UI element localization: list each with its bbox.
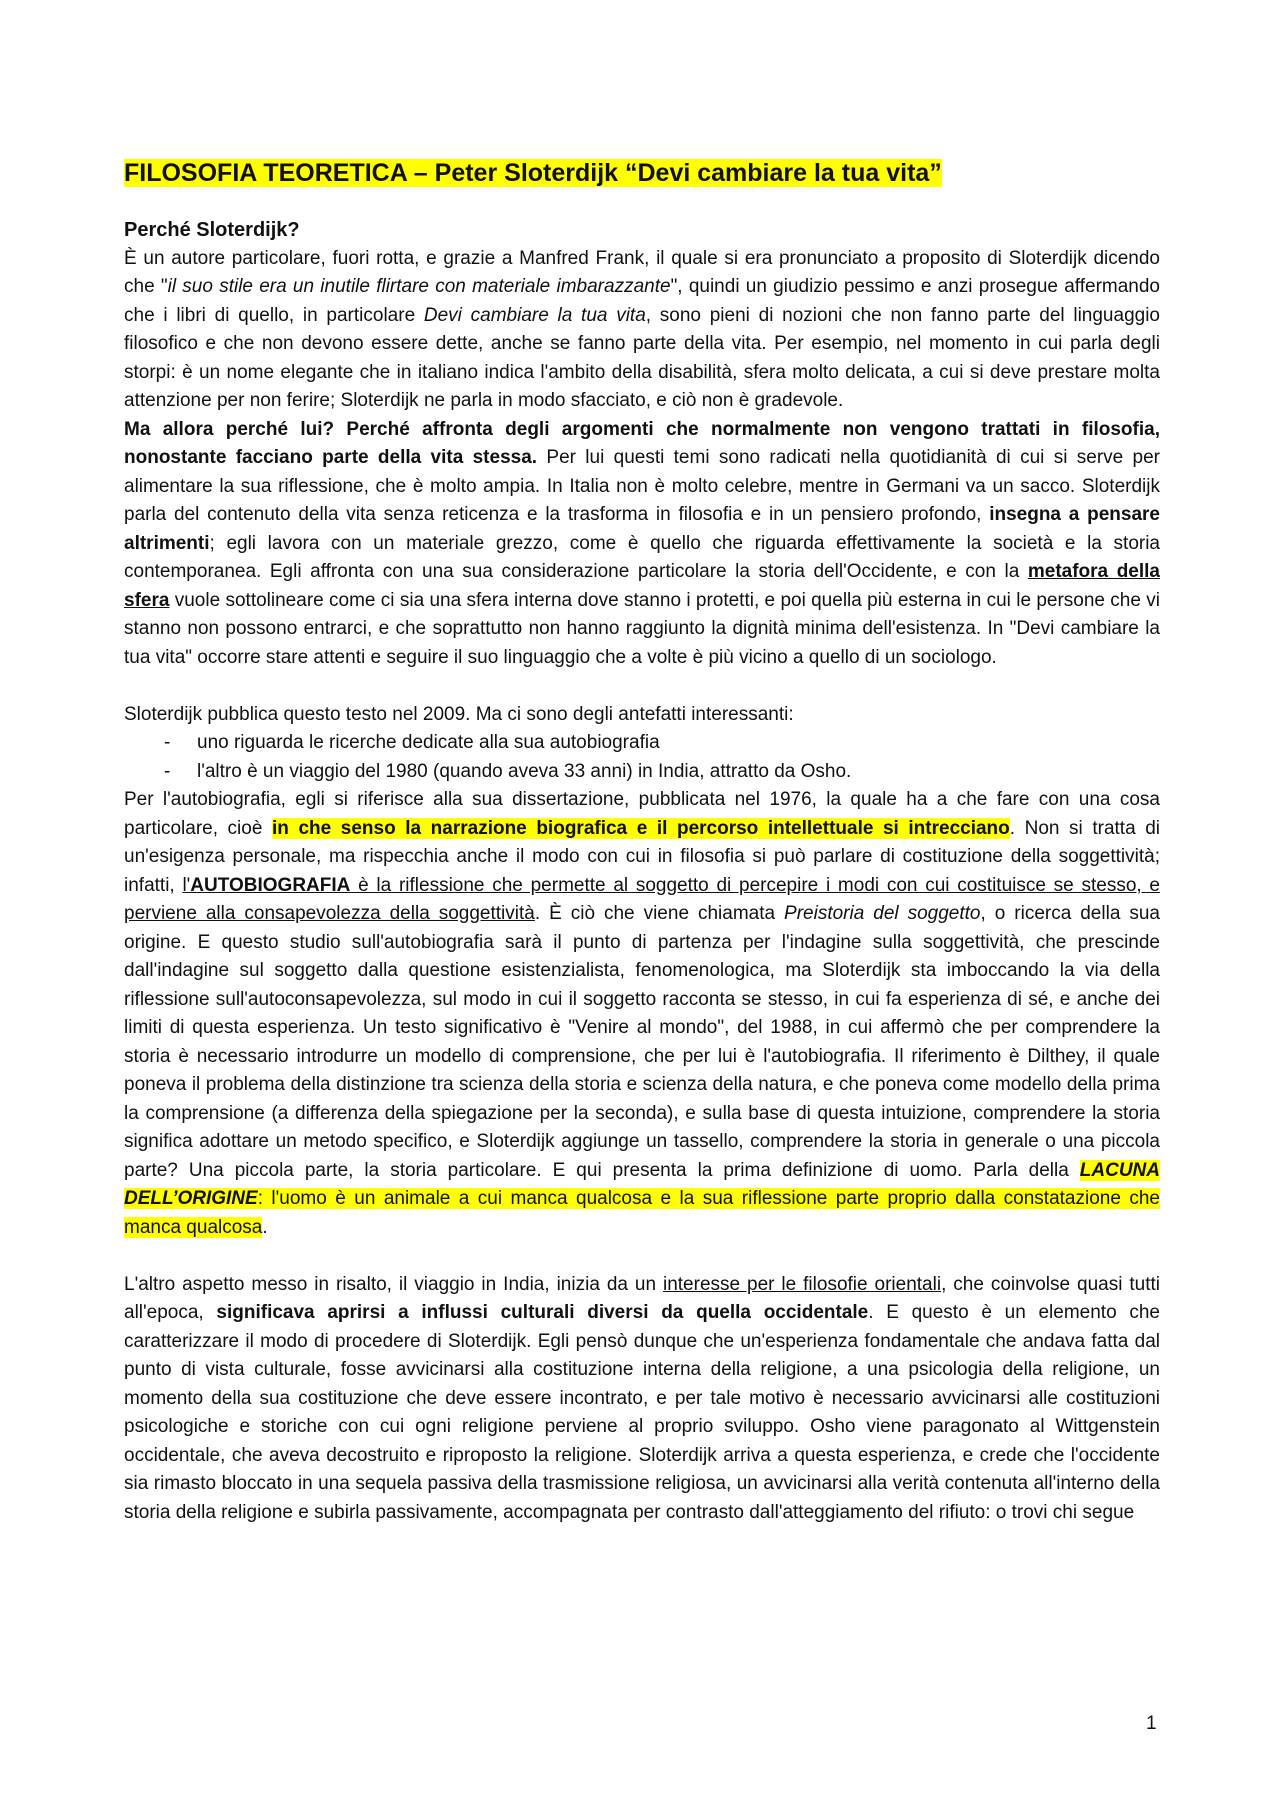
- text-run: , che coinvolse quasi tutti all'epoca,: [124, 1273, 1160, 1323]
- text-run: . Non si tratta di un'esigenza personale, ma rispecchia anche il modo con cui in filosofia si può parlare di costituzione della soggettività; infatti,: [124, 817, 1160, 896]
- text-run: , o ricerca della sua origine. E questo studio sull'autobiografia sarà il punto di partenza per l'indagine sulla soggettività, che prescinde dall'indagine sul soggetto dalla questione esistenzialista, fenomenologica, ma Sloterdijk sta imboccando la via della riflessione sull'autoconsapevolezza, sul modo in cui il soggetto racconta se stesso, in cui fa esperienza di sé, e anche dei limiti di questa esperienza. Un testo significativo è "Venire al mondo", del 1988, in cui affermò che per comprendere la storia è necessario introdurre un modello di comprensione, che per lui è l'autobiografia. Il riferimento è Dilthey, il quale poneva il problema della distinzione tra scienza della storia e scienza della natura, e che poneva come modello della prima la comprensione (a differenza della spiegazione per la seconda), e sulla base di questa intuizione, comprendere la storia significa adottare un metodo specifico, e Sloterdijk aggiunge un tassello, comprendere la storia in generale o una piccola parte? Una piccola parte, la storia particolare. E qui presenta la prima definizione di uomo. Parla della: [124, 903, 1160, 1181]
- underlined-text: è la riflessione che permette al soggetto di percepire i modi con cui costituisce se stesso, e perviene alla consapevolezza della soggettività: [124, 874, 1160, 924]
- italic-phrase: Preistoria del soggetto: [784, 903, 981, 924]
- text-run: . È ciò che viene chiamata: [534, 903, 785, 924]
- highlighted-phrase: : l'uomo è un animale a cui manca qualcosa e la sua riflessione parte proprio dalla constatazione che manca qualcosa: [124, 1188, 1160, 1238]
- text-run: L'altro aspetto messo in risalto, il viaggio in India, inizia da un: [124, 1273, 663, 1295]
- underlined-text: interesse per le filosofie orientali: [662, 1273, 942, 1295]
- paragraph-antefatti-intro: Sloterdijk pubblica questo testo nel 2009. Ma ci sono degli antefatti interessanti:: [124, 703, 794, 725]
- text-run: ; egli lavora con un materiale grezzo, come è quello che riguarda effettivamente la società e la storia contemporanea. Egli affronta con una sua considerazione particolare la storia dell'Occidente, e con la: [124, 532, 1160, 582]
- underlined-text: l': [182, 874, 191, 896]
- paragraph-why-him: [124, 416, 1160, 673]
- quote-italic: il suo stile era un inutile flirtare con materiale imbarazzante: [167, 276, 671, 297]
- text-run: vuole sottolineare come ci sia una sfera interna dove stanno i protetti, e poi quella più esterna in cui le persone che vi stanno non possono entrarci, e che soprattutto non hanno raggiunto la dignità minima dell'esistenza. In "Devi cambiare la tua vita" occorre stare attenti e seguire il suo linguaggio che a volte è più vicino a quello di un sociologo.: [124, 589, 1160, 668]
- antefatti-list: [124, 729, 1160, 786]
- book-title-italic: Devi cambiare la tua vita: [423, 304, 646, 326]
- text-run: , sono pieni di nozioni che non fanno parte del linguaggio filosofico e che non devono essere dette, anche se fanno parte della vita. Per esempio, nel momento in cui parla degli storpi: è un nome elegante che in italiano indica l'ambito della disabilità, sfera molto delicata, a cui si deve prestare molta attenzione per non ferire; Sloterdijk ne parla in modo sfacciato, e ciò non è gradevole.: [124, 304, 1160, 411]
- text-run: . E questo è un elemento che caratterizzare il modo di procedere di Sloterdijk. Egli pensò dunque che un'esperienza fondamentale che andava fatta dal punto di vista culturale, fosse avvicinarsi alla costituzione interna della religione, a una psicologia della religione, un momento della sua costituzione che deve essere incontrato, e per tale motivo è necessario avvicinarsi alle costituzioni psicologiche e storiche con cui ogni religione perviene al proprio sviluppo. Osho viene paragonato al Wittgenstein occidentale, che aveva decostruito e riproposto la religione. Sloterdijk arriva a questa esperienza, e crede che l'occidente sia rimasto bloccato in una sequela passiva della trasmissione religiosa, un avvicinarsi alla verità contenuta all'interno della storia della religione e subirla passivamente, accompagnata per contrasto dall'atteggiamento del rifiuto: o trovi chi segue: [124, 1302, 1160, 1523]
- underlined-bold-phrase: metafora della sfera: [124, 561, 1160, 611]
- bold-phrase: significava aprirsi a influssi culturali diversi da quella occidentale: [216, 1302, 869, 1323]
- paragraph-gap: [124, 1242, 1160, 1271]
- text-run: ", quindi un giudizio pessimo e anzi prosegue affermando che i libri di quello, in particolare: [124, 276, 1160, 326]
- paragraph-india-journey: [124, 1271, 1160, 1528]
- document-title-text: FILOSOFIA TEORETICA – Peter Sloterdijk “Devi cambiare la tua vita”: [124, 159, 942, 187]
- bold-statement: Ma allora perché lui? Perché affronta degli argomenti che normalmente non vengono trattati in filosofia, nonostante facciano parte della vita stessa.: [124, 418, 1160, 468]
- text-run: Per l'autobiografia, egli si riferisce alla sua dissertazione, pubblicata nel 1976, la quale ha a che fare con una cosa particolare, cioè: [124, 789, 1160, 839]
- text-run: .: [262, 1216, 268, 1238]
- underlined-bold-keyword: AUTOBIOGRAFIA: [190, 874, 351, 896]
- list-item: - l'altro è un viaggio del 1980 (quando aveva 33 anni) in India, attratto da Osho.: [164, 758, 1160, 787]
- document-title: [124, 156, 1160, 190]
- section-heading: Perché Sloterdijk?: [124, 219, 300, 241]
- document-body: [124, 156, 1160, 1527]
- page-number: 1: [1146, 1713, 1157, 1734]
- list-item: - uno riguarda le ricerche dedicate alla sua autobiografia: [164, 729, 1160, 758]
- highlighted-keyword: LACUNA DELL’ORIGINE: [124, 1159, 1160, 1209]
- highlighted-phrase: in che senso la narrazione biografica e il percorso intellettuale si intrecciano: [272, 817, 1010, 839]
- paragraph-autobiography: [124, 786, 1160, 1242]
- text-run: Per lui questi temi sono radicati nella quotidianità di cui si serve per alimentare la sua riflessione, che è molto ampia. In Italia non è molto celebre, mentre in Germani va un sacco. Sloterdijk parla del contenuto della vita senza reticenza e la trasforma in filosofia e in un pensiero profondo,: [124, 447, 1161, 525]
- text-run: È un autore particolare, fuori rotta, e grazie a Manfred Frank, il quale si era pronunciato a proposito di Sloterdijk dicendo che ": [124, 247, 1160, 297]
- paragraph-intro: [124, 245, 1160, 416]
- bold-phrase: insegna a pensare altrimenti: [124, 504, 1160, 554]
- paragraph-gap: [124, 672, 1160, 701]
